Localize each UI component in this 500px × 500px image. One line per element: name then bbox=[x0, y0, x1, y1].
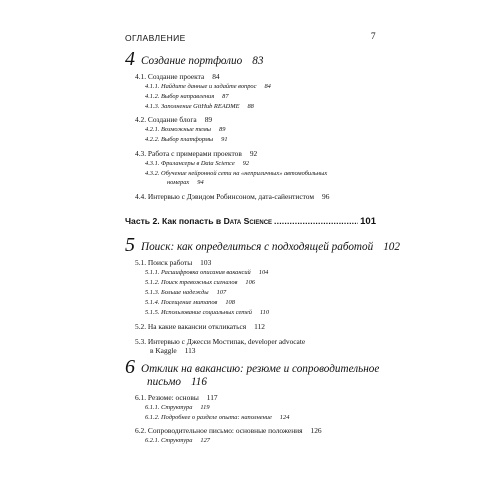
toc-entry-4-4[interactable] bbox=[135, 192, 385, 201]
toc-entry-4-3-1[interactable] bbox=[145, 160, 375, 168]
entry-text: 4.1.1. Найдите данные и задайте вопрос bbox=[145, 83, 257, 90]
entry-text: 4.2. Создание блога bbox=[135, 115, 197, 124]
entry-text: 6.2.1. Структура bbox=[145, 437, 193, 444]
chapter-4-heading[interactable] bbox=[125, 48, 385, 70]
entry-text: 4.1.3. Заполнение GitHub README bbox=[145, 103, 240, 110]
entry-text: 4.3. Работа с примерами проектов bbox=[135, 149, 242, 158]
toc-entry-4-2-1[interactable] bbox=[145, 126, 375, 134]
chapter-number: 5 bbox=[125, 234, 135, 256]
entry-page: 113 bbox=[184, 346, 196, 355]
toc-entry-5-1[interactable] bbox=[135, 258, 385, 267]
dot-leader bbox=[274, 216, 358, 226]
toc-entry-5-2[interactable] bbox=[135, 322, 385, 331]
toc-entry-5-3[interactable] bbox=[135, 337, 385, 346]
entry-text: 5.1.4. Посещение митапов bbox=[145, 299, 218, 306]
toc-entry-5-1-1[interactable] bbox=[145, 269, 375, 277]
toc-entry-4-1[interactable] bbox=[135, 72, 385, 81]
entry-page: 119 bbox=[200, 404, 210, 411]
entry-text: 6.2. Сопроводительное письмо: основные положения bbox=[135, 426, 303, 435]
part-title-text: Часть 2. Как попасть в bbox=[125, 216, 224, 226]
chapter-number: 6 bbox=[125, 356, 135, 378]
toc-entry-4-3[interactable] bbox=[135, 149, 385, 158]
entry-text: в Kaggle bbox=[150, 346, 177, 355]
entry-page: 126 bbox=[310, 426, 322, 435]
toc-entry-6-2[interactable] bbox=[135, 426, 385, 435]
header-page-number: 7 bbox=[370, 32, 376, 42]
toc-entry-6-2-1[interactable] bbox=[145, 437, 375, 445]
part-2-heading[interactable] bbox=[125, 216, 376, 230]
chapter-number: 4 bbox=[125, 48, 135, 70]
entry-page: 89 bbox=[219, 126, 226, 133]
chapter-5-heading[interactable] bbox=[125, 234, 405, 256]
entry-page: 88 bbox=[247, 103, 254, 110]
toc-entry-6-1[interactable] bbox=[135, 393, 385, 402]
entry-page: 106 bbox=[245, 279, 255, 286]
part-title bbox=[125, 216, 272, 226]
entry-text: 5.3. Интервью с Джесси Мостипак, developer advocate bbox=[135, 337, 306, 346]
toc-entry-6-1-2[interactable] bbox=[145, 414, 375, 422]
entry-text: 6.1. Резюме: основы bbox=[135, 393, 199, 402]
chapter-page: 83 bbox=[252, 55, 264, 67]
entry-page: 92 bbox=[249, 149, 258, 158]
entry-text: 6.1.1. Структура bbox=[145, 404, 193, 411]
entry-page: 84 bbox=[264, 83, 271, 90]
entry-text: 5.2. На какие вакансии откликаться bbox=[135, 322, 247, 331]
toc-entry-5-1-3[interactable] bbox=[145, 289, 375, 297]
entry-text: 4.3.1. Фрилансеры в Data Science bbox=[145, 160, 235, 167]
entry-page: 127 bbox=[200, 437, 210, 444]
entry-text: 4.4. Интервью с Дэвидом Робинсоном, дата-сайентистом bbox=[135, 192, 315, 201]
chapter-title: Отклик на вакансию: резюме и сопроводительное bbox=[141, 363, 380, 375]
toc-entry-6-1-1[interactable] bbox=[145, 404, 375, 412]
entry-page: 103 bbox=[200, 258, 212, 267]
entry-text: 5.1.3. Больше надежды bbox=[145, 289, 209, 296]
entry-text: 4.2.2. Выбор платформы bbox=[145, 136, 214, 143]
entry-page: 92 bbox=[242, 160, 250, 167]
entry-page: 124 bbox=[279, 414, 290, 421]
entry-text: 5.1. Поиск работы bbox=[135, 258, 193, 267]
entry-page: 94 bbox=[197, 179, 204, 186]
chapter-title-continued: письмо bbox=[147, 376, 181, 388]
part-title-smallcaps: Data Science bbox=[223, 216, 273, 226]
chapter-6-heading[interactable] bbox=[125, 356, 385, 378]
toc-entry-5-1-2[interactable] bbox=[145, 279, 375, 287]
toc-entry-4-3-2-continued[interactable] bbox=[167, 179, 397, 187]
entry-page: 107 bbox=[216, 289, 227, 296]
entry-page: 84 bbox=[212, 72, 220, 81]
entry-text: 5.1.5. Использование социальных сетей bbox=[145, 309, 252, 316]
entry-page: 108 bbox=[225, 299, 235, 306]
entry-text: 6.1.2. Подробнее о разделе опыта: наполнение bbox=[145, 414, 272, 421]
toc-entry-4-2-2[interactable] bbox=[145, 136, 375, 144]
entry-text: 4.3.2. Обучение нейронной сети на «неприличных» автомобильных bbox=[145, 170, 328, 177]
entry-text: 4.1. Создание проекта bbox=[135, 72, 205, 81]
toc-entry-4-1-3[interactable] bbox=[145, 103, 375, 111]
toc-entry-5-1-4[interactable] bbox=[145, 299, 375, 307]
entry-page: 117 bbox=[206, 393, 218, 402]
chapter-page: 116 bbox=[190, 376, 207, 388]
toc-entry-5-1-5[interactable] bbox=[145, 309, 375, 317]
toc-entry-4-1-2[interactable] bbox=[145, 93, 375, 101]
running-header bbox=[125, 33, 376, 45]
entry-page: 89 bbox=[204, 115, 213, 124]
chapter-title: Создание портфолио bbox=[141, 55, 243, 67]
entry-page: 87 bbox=[222, 93, 229, 100]
entry-page: 91 bbox=[221, 136, 228, 143]
header-title: ОГЛАВЛЕНИЕ bbox=[125, 33, 186, 43]
chapter-title: Поиск: как определиться с подходящей работой bbox=[141, 241, 374, 253]
toc-entry-4-1-1[interactable] bbox=[145, 83, 375, 91]
entry-page: 96 bbox=[322, 192, 330, 201]
toc-entry-4-3-2[interactable] bbox=[145, 170, 375, 178]
chapter-6-heading-continued[interactable] bbox=[147, 375, 347, 389]
entry-text: номерах bbox=[167, 179, 190, 186]
entry-text: 4.1.2. Выбор направления bbox=[145, 93, 215, 100]
entry-page: 110 bbox=[259, 309, 270, 316]
part-page: 101 bbox=[360, 216, 376, 227]
entry-page: 112 bbox=[254, 322, 265, 331]
entry-text: 5.1.1. Расшифровка описания вакансий bbox=[145, 269, 251, 276]
toc-entry-4-2[interactable] bbox=[135, 115, 385, 124]
chapter-page: 102 bbox=[383, 241, 400, 253]
toc-entry-5-3-continued[interactable] bbox=[150, 346, 400, 355]
entry-text: 5.1.2. Поиск тревожных сигналов bbox=[145, 279, 238, 286]
entry-text: 4.2.1. Возможные темы bbox=[145, 126, 212, 133]
entry-page: 104 bbox=[258, 269, 269, 276]
